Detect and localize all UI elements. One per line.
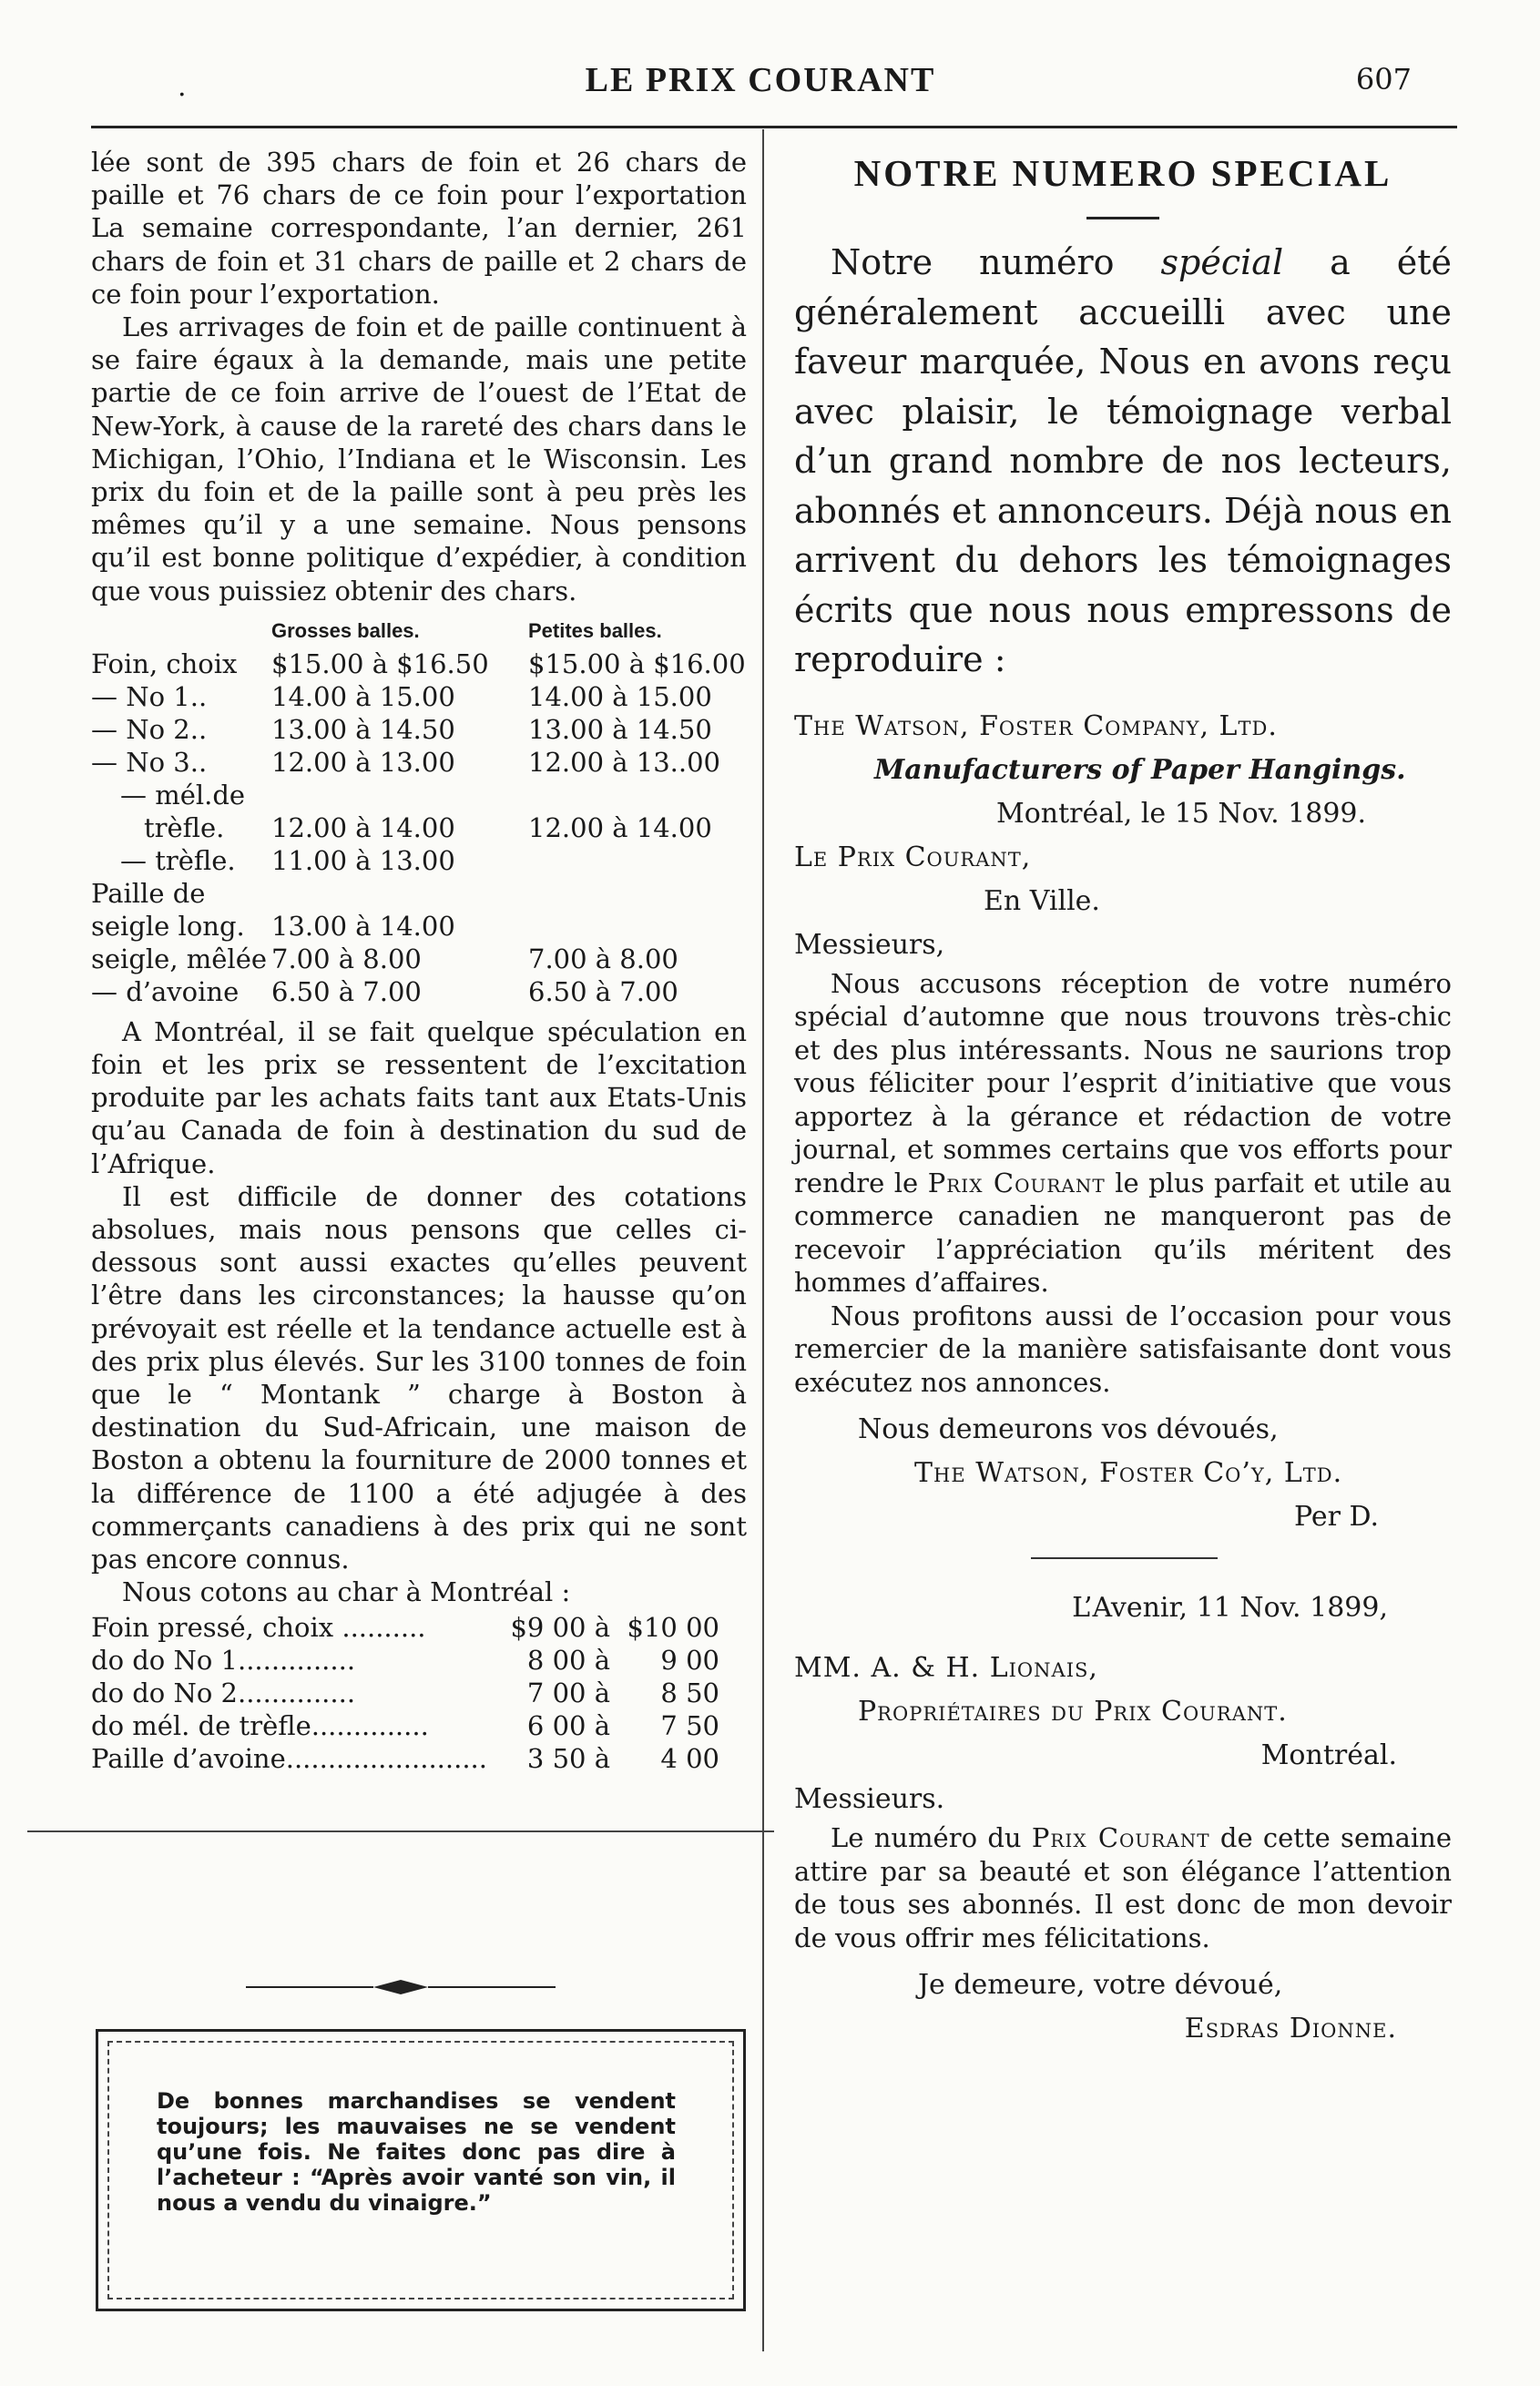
quote-label: Foin pressé, choix ..........: [91, 1611, 426, 1643]
price-petites-balles: 13.00 à 14.50: [528, 713, 712, 745]
header-petites-balles: Petites balles.: [528, 618, 662, 642]
hay-report-paragraph-1: lée sont de 395 chars de foin et 26 chars de paille et 76 chars de ce foin pour l’exportation La semaine correspondante, l’an dernier, 261 chars de foin et 31 chars de paille et 2 chars de ce foin pour l’exportation.: [91, 147, 747, 310]
letter2-signer: Esdras Dionne.: [1184, 2013, 1397, 2044]
letter2-closing: Je demeure, votre dévoué,: [918, 1969, 1283, 2001]
price-row: [91, 779, 747, 811]
quote-row: [91, 1644, 719, 1677]
quote-row: [91, 1611, 719, 1644]
price-petites-balles: 14.00 à 15.00: [528, 680, 712, 712]
price-petites-balles: [528, 779, 747, 811]
letter1-salutation: Messieurs,: [794, 928, 945, 961]
quote-high: 4 00: [660, 1742, 719, 1774]
price-row: [91, 943, 747, 975]
price-petites-balles: [528, 910, 747, 943]
quote-high: $10 00: [627, 1611, 719, 1643]
page-number: 607: [1355, 62, 1412, 97]
proverb-notice-box: [96, 2029, 746, 2311]
price-row-label: — No 2..: [91, 713, 208, 745]
quote-low: 8 00 à: [526, 1644, 610, 1676]
price-row: [91, 713, 747, 746]
price-row-label: Foin, choix: [91, 647, 238, 679]
hay-report-paragraph-2: Les arrivages de foin et de paille continuent à se faire égaux à la demande, mais une petite partie de ce foin arrive de l’ouest de l’Etat de New-York, à cause de la rareté des chars dans le Michigan, l’Ohio, l’Indiana et le Wisconsin. Les prix du foin et de la paille sont à peu près les mêmes qu’il y a une semaine. Nous pensons qu’il est bonne politique d’expédier, à condition que vous puissiez obtenir des chars.: [91, 311, 747, 607]
price-petites-balles: 12.00 à 14.00: [528, 811, 712, 843]
article-lead: Notre numéro spécial a été généralement accueilli avec une faveur marquée, Nous en avons reçu avec plaisir, le témoignage verbal d’un grand nombre de nos lecteurs, abonnés et annonceurs. Déjà nous en arrivent du dehors les témoignages écrits que nous nous empressons de reproduire :: [794, 242, 1452, 679]
price-petites-balles: 7.00 à 8.00: [528, 943, 678, 974]
price-row-label: — No 1..: [91, 680, 208, 712]
price-grosses-balles: 6.50 à 7.00: [271, 975, 422, 1007]
price-grosses-balles: [271, 877, 528, 910]
price-grosses-balles: 13.00 à 14.50: [271, 713, 455, 745]
letter2-dateline: L’Avenir, 11 Nov. 1899,: [1072, 1592, 1388, 1624]
price-row: [91, 746, 747, 779]
price-row-label: trèfle.: [144, 811, 225, 843]
price-row: [91, 877, 747, 910]
letter-separator: [1031, 1557, 1218, 1559]
letter1-company: The Watson, Foster Company, Ltd.: [794, 709, 1278, 742]
price-grosses-balles: $15.00 à $16.50: [271, 647, 489, 679]
quote-high: 9 00: [660, 1644, 719, 1676]
quote-row: [91, 1677, 719, 1709]
price-row-label: — trèfle.: [120, 844, 236, 876]
hay-price-table: [91, 611, 747, 1008]
price-petites-balles: $15.00 à $16.00: [528, 647, 746, 679]
price-row: [91, 844, 747, 877]
price-grosses-balles: 7.00 à 8.00: [271, 943, 422, 974]
hay-report-paragraph-5: Nous cotons au char à Montréal :: [122, 1576, 571, 1608]
left-column: [91, 146, 747, 1775]
letter1-per: Per D.: [1294, 1501, 1379, 1533]
price-row-label: seigle, mêlée: [91, 943, 268, 974]
price-row: [91, 910, 747, 943]
quote-high: 7 50: [660, 1709, 719, 1741]
header-dot: .: [178, 71, 187, 103]
title-dash: [1086, 217, 1159, 219]
letter1-dateline: Montréal, le 15 Nov. 1899.: [996, 797, 1367, 830]
header-rule: [91, 126, 1457, 128]
price-row-label: — mél.de: [120, 779, 246, 811]
letter1-body-2: Nous profitons aussi de l’occasion pour vous remercier de la manière satisfaisante dont vous exécutez nos annonces.: [794, 1300, 1452, 1398]
price-grosses-balles: 11.00 à 13.00: [271, 844, 455, 876]
quote-low: $9 00 à: [510, 1611, 610, 1643]
price-table-header: [91, 611, 747, 647]
header-grosses-balles: Grosses balles.: [271, 618, 420, 642]
column-rule: [762, 129, 764, 2351]
price-row: [91, 975, 747, 1008]
price-grosses-balles: [271, 779, 528, 811]
letter2-city: Montréal.: [1260, 1739, 1397, 1771]
quote-label: Paille d’avoine........................: [91, 1742, 487, 1774]
article-title: NOTRE NUMERO SPECIAL: [853, 152, 1392, 194]
letter1-signer: The Watson, Foster Co’y, Ltd.: [914, 1457, 1343, 1489]
lead-emphasis: spécial: [1160, 242, 1284, 282]
montreal-quote-table: [91, 1611, 719, 1775]
price-grosses-balles: 13.00 à 14.00: [271, 910, 455, 942]
price-row-label: — d’avoine: [91, 975, 240, 1007]
price-row-label: seigle long.: [91, 910, 245, 942]
quote-label: do do No 2..............: [91, 1677, 356, 1708]
price-petites-balles: [528, 844, 747, 877]
letter1-city: En Ville.: [984, 884, 1100, 917]
price-row: [91, 647, 747, 680]
price-row: [91, 811, 747, 844]
right-column: [794, 146, 1452, 2051]
letter1-tagline: Manufacturers of Paper Hangings.: [874, 753, 1406, 786]
hay-report-paragraph-3: A Montréal, il se fait quelque spéculation en foin et les prix se ressentent de l’excitation produite par les achats faits tant aux Etats-Unis qu’au Canada de foin à destination du sud de l’Afrique.: [91, 1015, 747, 1179]
page-header: [91, 55, 1430, 111]
ornament-divider: [219, 1978, 583, 1996]
quote-low: 7 00 à: [526, 1677, 610, 1708]
price-grosses-balles: 14.00 à 15.00: [271, 680, 455, 712]
price-grosses-balles: 12.00 à 14.00: [271, 811, 455, 843]
price-grosses-balles: 12.00 à 13.00: [271, 746, 455, 778]
quote-high: 8 50: [660, 1677, 719, 1708]
price-petites-balles: 6.50 à 7.00: [528, 975, 678, 1007]
letter2-salutation: Messieurs.: [794, 1783, 945, 1815]
hay-report-paragraph-4: Il est difficile de donner des cotations absolues, mais nous pensons que celles ci-dessous sont aussi exactes qu’elles peuvent l’être dans les circonstances; la hausse qu’on prévoyait est réelle et la tendance actuelle est à des prix plus élevés. Sur les 3100 tonnes de foin que le “ Montank ” charge à Boston à destination du Sud-Africain, une maison de Boston a obtenu la fourniture de 2000 tonnes et la différence de 1100 a été adjugée à des commerçants canadiens à des prix qui ne sont pas encore connus.: [91, 1180, 747, 1575]
quote-row: [91, 1742, 719, 1775]
page-title: LE PRIX COURANT: [585, 61, 936, 99]
price-petites-balles: 12.00 à 13..00: [528, 746, 720, 778]
quote-row: [91, 1709, 719, 1742]
quote-label: do do No 1..............: [91, 1644, 356, 1676]
price-row: [91, 680, 747, 713]
letter1-body-1: Nous accusons réception de votre numéro spécial d’automne que nous trouvons très-chic et des plus intéressants. Nous ne saurions trop vous féliciter pour l’esprit d’initiative que vous apportez à la gérance et rédaction de votre journal, et sommes certains que vos efforts pour rendre le Prix Courant le plus parfait et utile au commerce canadien ne manqueront pas de recevoir l’appréciation qu’ils méritent des hommes d’affaires.: [794, 967, 1453, 1298]
letter1-addressee: Le Prix Courant,: [794, 841, 1032, 873]
quote-label: do mél. de trèfle..............: [91, 1709, 429, 1741]
price-row-label: — No 3..: [91, 746, 208, 778]
quote-low: 3 50 à: [526, 1742, 610, 1774]
letter2-addressee: MM. A. & H. Lionais,: [794, 1652, 1098, 1684]
letter1-closing: Nous demeurons vos dévoués,: [858, 1413, 1279, 1445]
price-row-label: Paille de: [91, 877, 206, 909]
letter2-body: Le numéro du Prix Courant de cette semaine attire par sa beauté et son élégance l’attention de tous ses abonnés. Il est donc de mon devoir de vous offrir mes félicitations.: [794, 1822, 1453, 1953]
proverb-text: De bonnes marchandises se vendent toujours; les mauvaises ne se vendent qu’une fois. Ne faites donc pas dire à l’acheteur : “Après avoir vanté son vin, il nous a vendu du vinaigre.”: [157, 2088, 676, 2216]
section-rule: [27, 1830, 774, 1832]
letter2-addressee-title: Propriétaires du Prix Courant.: [858, 1696, 1288, 1728]
price-petites-balles: [528, 877, 747, 910]
quote-low: 6 00 à: [526, 1709, 610, 1741]
